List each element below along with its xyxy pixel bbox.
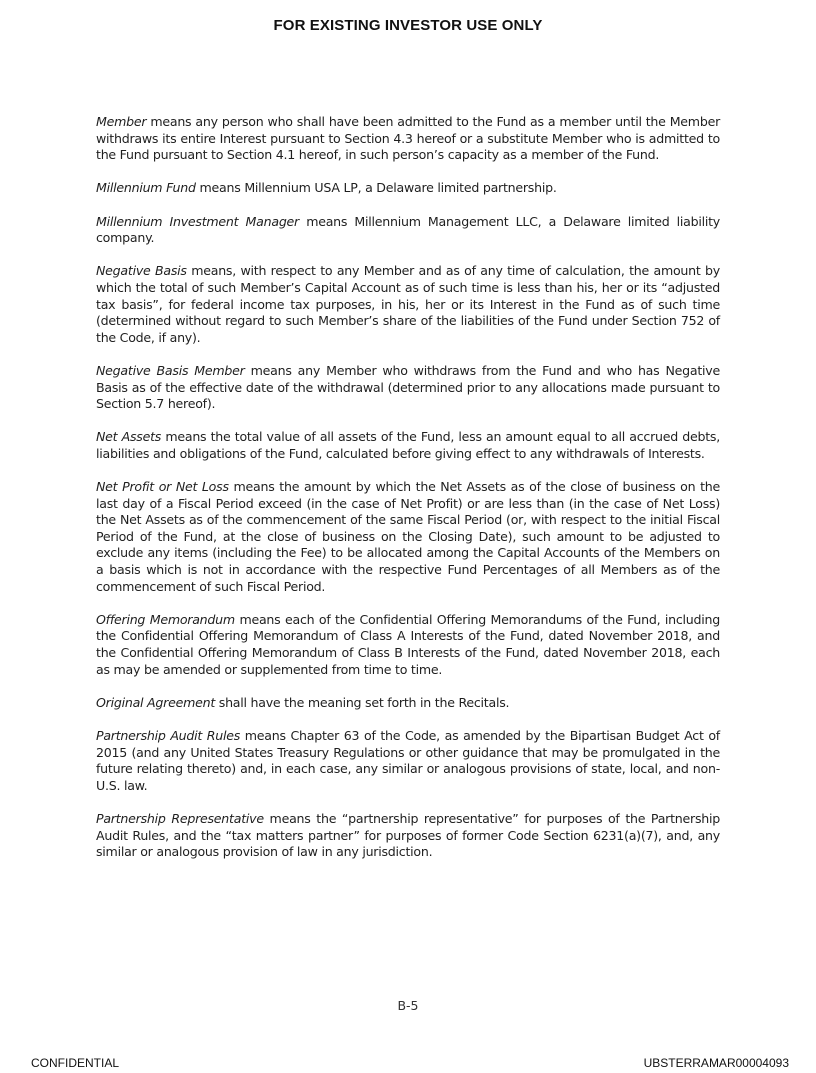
definition-text: means, with respect to any Member and as of any time of calculation, the amount by which the total of such Member’s Capital Account as of such time is less than his, her or its “adjusted tax basis”, for federal income tax purposes, in his, her or its Interest in the Fund as of such time (determined without regard to such Member’s share of the liabilities of the Fund under Section 752 of the Code, if any). [96, 263, 720, 345]
definition-term: Original Agreement [96, 694, 216, 710]
definition-paragraph [96, 429, 720, 462]
definition-text: means the total value of all assets of the Fund, less an amount equal to all accrued debts, liabilities and obligations of the Fund, calculated before giving effect to any withdrawals of Interests. [96, 429, 720, 461]
definition-paragraph [96, 180, 720, 197]
definition-paragraph [96, 728, 720, 794]
definition-term: Offering Memorandum [96, 611, 235, 627]
definition-text: means the amount by which the Net Assets as of the close of business on the last day of a Fiscal Period exceed (in the case of Net Profit) or are less than (in the case of Net Loss) the Net Assets as of the commencement of the same Fiscal Period (or, with respect to the initial Fiscal Period of the Fund, at the close of business on the Closing Date), such amount to be adjusted to exclude any items (including the Fee) to be allocated among the Capital Accounts of the Members on a basis which is not in accordance with the respective Fund Percentages of all Members as of the commencement of such Fiscal Period. [96, 479, 720, 594]
definition-paragraph [96, 695, 720, 712]
definition-term: Partnership Audit Rules [96, 727, 241, 743]
definition-paragraph [96, 811, 720, 861]
definition-term: Net Assets [96, 429, 162, 445]
page-number: B-5 [397, 998, 419, 1013]
confidential-label: CONFIDENTIAL [31, 1056, 120, 1070]
definition-paragraph [96, 612, 720, 678]
definition-paragraph [96, 114, 720, 164]
page-header-title: FOR EXISTING INVESTOR USE ONLY [273, 17, 543, 34]
definition-text: means any Member who withdraws from the Fund and who has Negative Basis as of the effective date of the withdrawal (determined prior to any allocations made pursuant to Section 5.7 hereof). [96, 362, 720, 412]
definitions-section [96, 114, 720, 877]
definition-text: means Chapter 63 of the Code, as amended by the Bipartisan Budget Act of 2015 (and any United States Treasury Regulations or other guidance that may be promulgated in the future relating thereto) and, in each case, any similar or analogous provisions of state, local, and non-U.S. law. [96, 727, 720, 793]
definition-term: Partnership Representative [96, 810, 264, 826]
definition-text: means the “partnership representative” for purposes of the Partnership Audit Rules, and the “tax matters partner” for purposes of former Code Section 6231(a)(7), and, any similar or analogous provision of law in any jurisdiction. [96, 810, 720, 860]
definition-term: Net Profit or Net Loss [96, 479, 229, 495]
definition-text: means Millennium Management LLC, a Delaware limited liability company. [96, 213, 720, 246]
definition-text: shall have the meaning set forth in the Recitals. [215, 694, 510, 710]
definition-term: Member [96, 114, 147, 129]
definition-paragraph [96, 214, 720, 247]
definition-text: means Millennium USA LP, a Delaware limited partnership. [195, 180, 557, 196]
definition-term: Negative Basis [96, 263, 187, 279]
definition-paragraph [96, 479, 720, 595]
definition-term: Millennium Fund [96, 180, 196, 196]
definition-text: means each of the Confidential Offering Memorandums of the Fund, including the Confidential Offering Memorandum of Class A Interests of the Fund, dated November 2018, and the Confidential Offering Memorandum of Class B Interests of the Fund, dated November 2018, each as may be amended or supplemented from time to time. [96, 611, 720, 677]
definition-paragraph [96, 363, 720, 413]
definition-paragraph [96, 263, 720, 346]
definition-text: means any person who shall have been admitted to the Fund as a member until the Member withdraws its entire Interest pursuant to Section 4.3 hereof or a substitute Member who is admitted to the Fund pursuant to Section 4.1 hereof, in such person’s capacity as a member of the Fund. [96, 114, 720, 163]
definition-term: Millennium Investment Manager [96, 213, 299, 229]
bates-number: UBSTERRAMAR00004093 [643, 1056, 789, 1070]
definition-term: Negative Basis Member [96, 362, 245, 378]
